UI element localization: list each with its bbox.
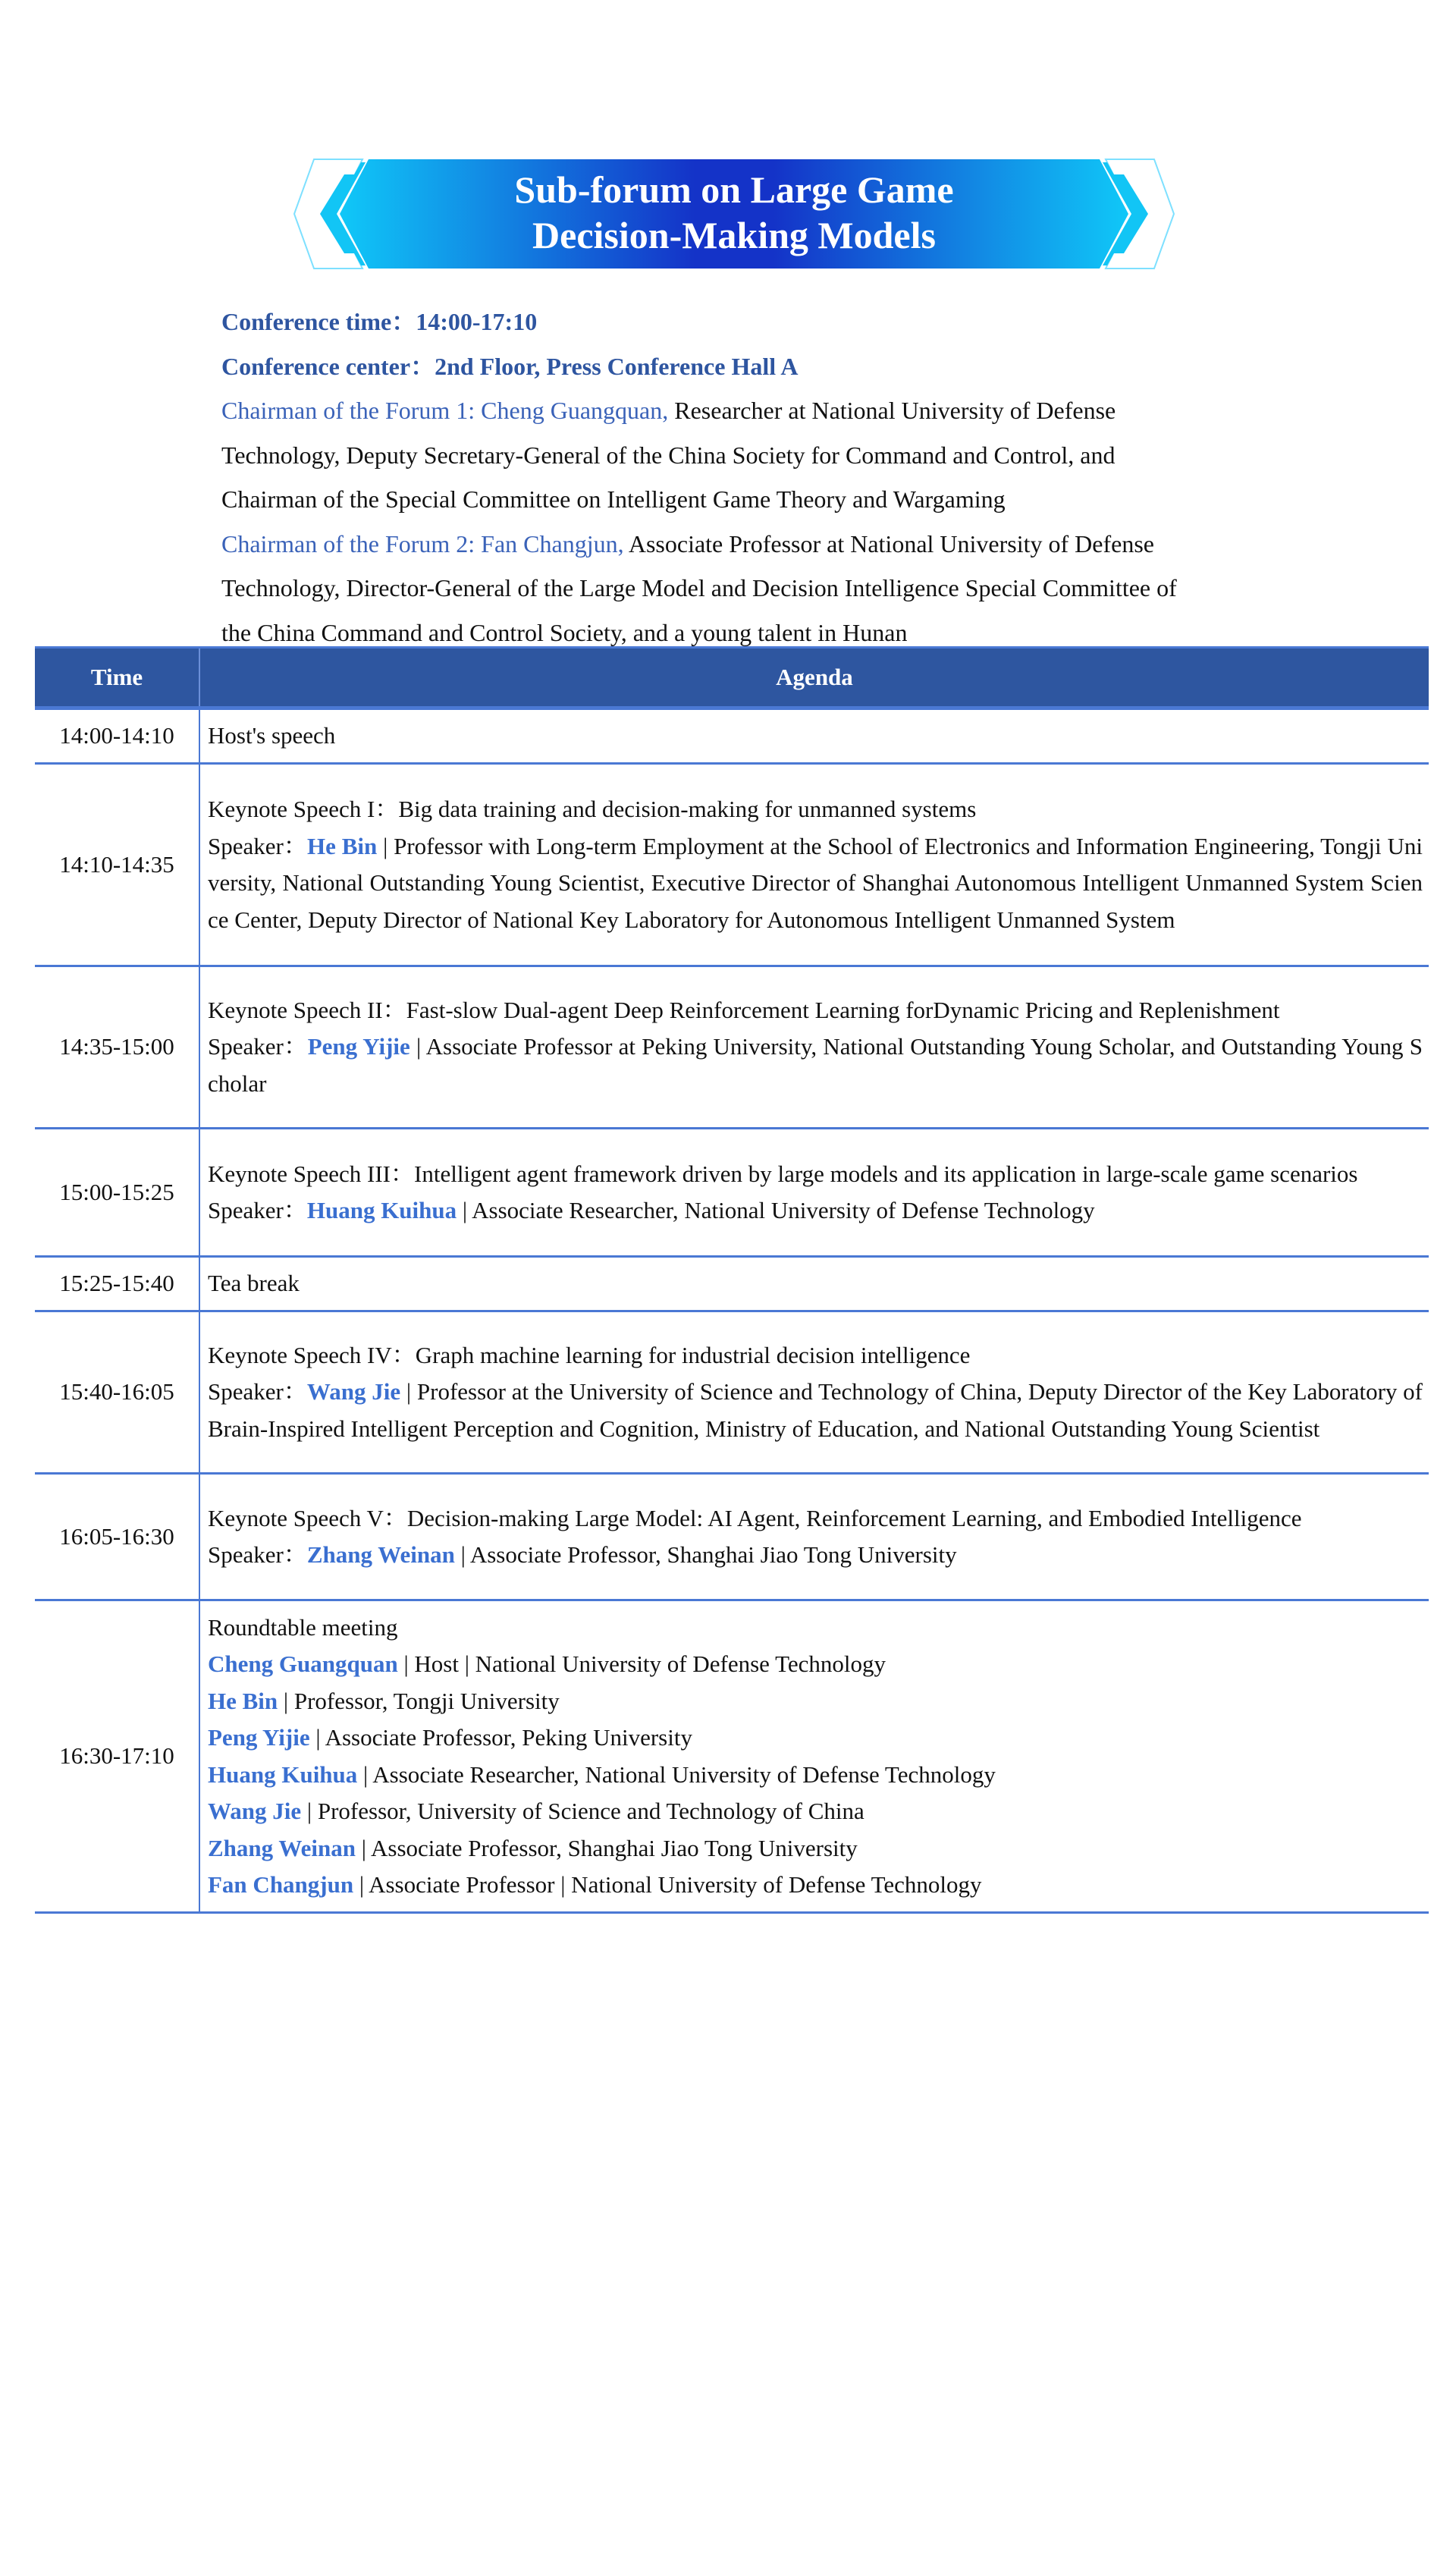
session-title: Host's speech bbox=[208, 722, 336, 749]
session-title: Keynote Speech V：Decision-making Large Model: AI Agent, Reinforcement Learning, and Embodied Intelligence bbox=[208, 1504, 1302, 1531]
speaker-line: Speaker：Zhang Weinan | Associate Professor, Shanghai Jiao Tong University bbox=[208, 1541, 957, 1568]
speaker-line: Speaker：Peng Yijie | Associate Professor at Peking University, National Outstanding Young Scholar, and Outstanding Young Scholar bbox=[208, 1033, 1423, 1097]
header-agenda: Agenda bbox=[199, 648, 1429, 708]
speaker-bio: | Professor at the University of Science and Technology of China, Deputy Director of the Key Laboratory of Brain-Inspired Intelligent Perception and Cognition, Ministry of Education, and National Outstanding Young Scientist bbox=[208, 1378, 1423, 1442]
row-time: 15:40-16:05 bbox=[35, 1311, 199, 1474]
table-row bbox=[35, 708, 1429, 764]
panelist bbox=[208, 1830, 1423, 1867]
panelist-role: | Associate Professor | National University of Defense Technology bbox=[353, 1871, 982, 1898]
row-agenda bbox=[199, 1474, 1429, 1600]
row-time: 16:30-17:10 bbox=[35, 1600, 199, 1913]
title-banner bbox=[293, 156, 1175, 272]
panelist-role: | Professor, University of Science and Technology of China bbox=[301, 1798, 864, 1824]
row-agenda bbox=[199, 1600, 1429, 1913]
row-time: 14:00-14:10 bbox=[35, 708, 199, 764]
panelist-name: Huang Kuihua bbox=[208, 1760, 358, 1788]
panelist-name: Peng Yijie bbox=[208, 1724, 310, 1751]
speaker-name: Zhang Weinan bbox=[306, 1541, 455, 1568]
session-title: Tea break bbox=[208, 1270, 300, 1297]
panelist bbox=[208, 1720, 1423, 1757]
agenda-table bbox=[35, 646, 1429, 1914]
row-time: 16:05-16:30 bbox=[35, 1474, 199, 1600]
panelist bbox=[208, 1646, 1423, 1683]
table-row bbox=[35, 1311, 1429, 1474]
row-agenda bbox=[199, 764, 1429, 966]
row-time: 14:10-14:35 bbox=[35, 764, 199, 966]
panelist-role: | Host | National University of Defense Technology bbox=[397, 1650, 886, 1677]
panelist-name: Zhang Weinan bbox=[208, 1834, 356, 1861]
table-row bbox=[35, 1257, 1429, 1311]
speaker-name: He Bin bbox=[307, 832, 378, 859]
panelist-role: | Associate Professor, Peking University bbox=[309, 1724, 692, 1751]
speaker-name: Peng Yijie bbox=[307, 1033, 410, 1060]
row-agenda bbox=[199, 1257, 1429, 1311]
panelist bbox=[208, 1683, 1423, 1720]
row-agenda bbox=[199, 1311, 1429, 1474]
speaker-bio: | Associate Professor, Shanghai Jiao Tong University bbox=[454, 1541, 957, 1568]
row-agenda bbox=[199, 966, 1429, 1129]
speaker-line: Speaker：He Bin | Professor with Long-term Employment at the School of Electronics and Information Engineering, Tongji University, National Outstanding Young Scientist, Executive Director of Shanghai Autonomous Intelligent Unmanned System Science Center, Deputy Director of National Key Laboratory for Autonomous Intelligent Unmanned System bbox=[208, 832, 1423, 933]
table-row bbox=[35, 1129, 1429, 1257]
table-row bbox=[35, 966, 1429, 1129]
panelist bbox=[208, 1757, 1423, 1794]
chairman-1: Chairman of the Forum 1: Cheng Guangquan, Researcher at National University of Defense bbox=[221, 397, 1116, 424]
speaker-name: Huang Kuihua bbox=[306, 1197, 457, 1223]
panelist bbox=[208, 1793, 1423, 1830]
row-time: 15:00-15:25 bbox=[35, 1129, 199, 1257]
session-title: Keynote Speech III：Intelligent agent framework driven by large models and its application in large-scale game scenarios bbox=[208, 1160, 1358, 1187]
panelist-role: | Professor, Tongji University bbox=[278, 1687, 560, 1714]
table-row bbox=[35, 764, 1429, 966]
session-title: Keynote Speech I：Big data training and decision-making for unmanned systems bbox=[208, 796, 977, 822]
table-row bbox=[35, 1474, 1429, 1600]
speaker-line: Speaker：Huang Kuihua | Associate Researcher, National University of Defense Technology bbox=[208, 1197, 1095, 1223]
row-agenda bbox=[199, 1129, 1429, 1257]
panelist-role: | Associate Professor, Shanghai Jiao Tong University bbox=[356, 1834, 858, 1861]
conference-time: Conference time：14:00-17:10 bbox=[221, 308, 538, 335]
header-time: Time bbox=[35, 648, 199, 708]
chairman-2: Chairman of the Forum 2: Fan Changjun, Associate Professor at National University of Defense bbox=[221, 529, 1154, 557]
panelist-role: | Associate Researcher, National University of Defense Technology bbox=[357, 1760, 996, 1788]
speaker-bio: | Associate Professor at Peking University, National Outstanding Young Scholar, and Outstanding Young Scholar bbox=[208, 1033, 1423, 1097]
panelist-name: Cheng Guangquan bbox=[208, 1650, 398, 1677]
speaker-line: Speaker：Wang Jie | Professor at the University of Science and Technology of China, Deputy Director of the Key Laboratory of Brain-Inspired Intelligent Perception and Cognition, Ministry of Education, and National Outstanding Young Scientist bbox=[208, 1378, 1423, 1442]
speaker-bio: | Professor with Long-term Employment at the School of Electronics and Information Engineering, Tongji University, National Outstanding Young Scientist, Executive Director of Shanghai Autonomous Intelligent Unmanned System Science Center, Deputy Director of National Key Laboratory for Autonomous Intelligent Unmanned System bbox=[208, 832, 1423, 933]
table-row-roundtable bbox=[35, 1600, 1429, 1913]
speaker-name: Wang Jie bbox=[306, 1378, 401, 1405]
page-title: Sub-forum on Large Game Decision-Making Models bbox=[514, 168, 954, 256]
session-title: Roundtable meeting bbox=[208, 1613, 398, 1641]
session-title: Keynote Speech IV：Graph machine learning for industrial decision intelligence bbox=[208, 1341, 971, 1368]
panelist-name: Wang Jie bbox=[208, 1798, 302, 1824]
row-time: 15:25-15:40 bbox=[35, 1257, 199, 1311]
panelist bbox=[208, 1867, 1423, 1904]
table-header bbox=[35, 648, 1429, 708]
panelist-name: He Bin bbox=[208, 1687, 278, 1714]
speaker-bio: | Associate Researcher, National University of Defense Technology bbox=[457, 1197, 1095, 1223]
panelist-name: Fan Changjun bbox=[208, 1871, 354, 1898]
session-title: Keynote Speech II：Fast-slow Dual-agent Deep Reinforcement Learning forDynamic Pricing and Replenishment bbox=[208, 996, 1280, 1023]
row-agenda bbox=[199, 708, 1429, 764]
conference-info: Conference time：14:00-17:10 Conference center：2nd Floor, Press Conference Hall A Chairman of the Forum 1: Cheng Guangquan, Researcher at National University of Defense Technology, Deputy Secretary-General of the China Society for Command and Control, and Chairman of the Special Committee on Intelligent Game Theory and Wargaming Chairman of the Forum 2: Fan Changjun, Associate Professor at National University of Defense Technology, Director-General of the Large Model and Decision Intelligence Special Committee of the China Command and Control Society, and a young talent in Hunan bbox=[221, 300, 1253, 655]
conference-center: Conference center：2nd Floor, Press Conference Hall A bbox=[221, 352, 799, 380]
row-time: 14:35-15:00 bbox=[35, 966, 199, 1129]
